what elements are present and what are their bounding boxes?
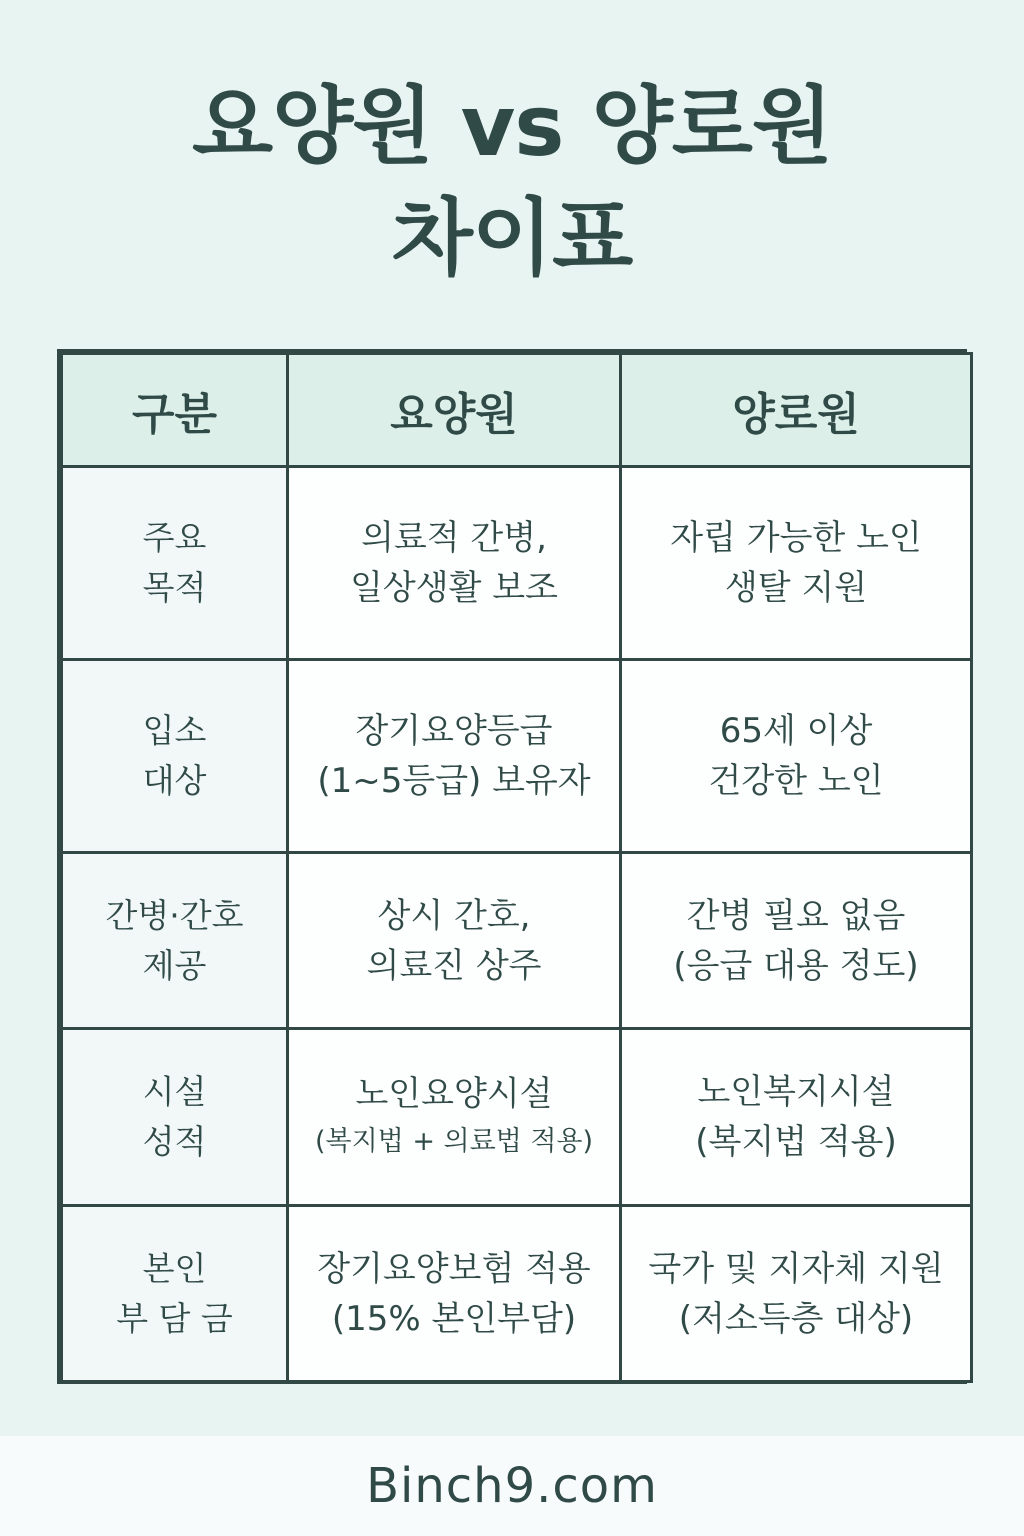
row-label-line: 목적: [142, 568, 207, 607]
title-line-2: 차이표: [391, 189, 633, 287]
cell-line: 생탈 지원: [724, 568, 868, 608]
senior-home-cell: [621, 467, 972, 660]
cell-line: 장기요양보험 적용: [317, 1248, 591, 1289]
row-label-line: 입소: [142, 711, 207, 750]
comparison-table: [57, 349, 967, 1384]
row-label-line: 시설: [142, 1072, 207, 1111]
header-senior-home: 양로원: [621, 354, 972, 467]
row-label-line: 성적: [142, 1122, 207, 1161]
row-label-line: 간병·간호: [105, 895, 244, 935]
cell-line: 일상생활 보조: [350, 568, 558, 608]
header-nursing-home: 요양원: [288, 354, 621, 467]
cell-line: 장기요양등급: [355, 711, 553, 751]
cell-line: (저소득층 대상): [678, 1298, 914, 1339]
senior-home-cell: [621, 1206, 972, 1382]
row-label: [62, 1206, 288, 1382]
senior-home-cell: [621, 1029, 972, 1206]
cell-line: (1~5등급) 보유자: [317, 761, 591, 801]
footer: [0, 1436, 1024, 1536]
cell-line: 의료진 상주: [366, 945, 542, 986]
table-header-row: [62, 354, 972, 467]
nursing-home-cell: [288, 467, 621, 660]
nursing-home-cell: [288, 1206, 621, 1382]
cell-line: 자립 가능한 노인: [670, 518, 922, 558]
cell-line: 간병 필요 없음: [686, 895, 906, 936]
row-label-line: 부 담 금: [116, 1298, 233, 1338]
cell-line: (복지법 적용): [695, 1122, 897, 1162]
row-label: [62, 467, 288, 660]
senior-home-cell: [621, 660, 972, 853]
row-label: [62, 853, 288, 1029]
cell-line: (복지법 + 의료법 적용): [314, 1126, 594, 1157]
cell-line: 노인복지시설: [697, 1072, 895, 1112]
site-link[interactable]: Binch9.com: [366, 1458, 658, 1514]
row-label-line: 제공: [142, 945, 207, 985]
row-label: [62, 660, 288, 853]
row-label-line: 주요: [142, 518, 207, 557]
nursing-home-cell: [288, 1029, 621, 1206]
cell-line: 노인요양시설: [355, 1074, 553, 1114]
row-label-line: 본인: [142, 1248, 207, 1288]
cell-line: 건강한 노인: [708, 761, 884, 801]
header-category: 구분: [62, 354, 288, 467]
senior-home-cell: [621, 853, 972, 1029]
page-title: [0, 70, 1024, 294]
cell-line: (응급 대용 정도): [673, 945, 919, 986]
row-label-line: 대상: [142, 761, 207, 800]
table-row: [62, 1029, 972, 1206]
table-row: [62, 660, 972, 853]
row-label: [62, 1029, 288, 1206]
table-row: [62, 467, 972, 660]
nursing-home-cell: [288, 660, 621, 853]
table-row: [62, 1206, 972, 1382]
title-line-1: 요양원 vs 양로원: [191, 77, 833, 175]
cell-line: 65세 이상: [719, 711, 873, 751]
cell-line: 의료적 간병,: [361, 518, 547, 558]
table-row: [62, 853, 972, 1029]
nursing-home-cell: [288, 853, 621, 1029]
cell-line: 상시 간호,: [377, 895, 531, 936]
cell-line: (15% 본인부담): [331, 1298, 577, 1339]
cell-line: 국가 및 지자체 지원: [648, 1248, 944, 1289]
